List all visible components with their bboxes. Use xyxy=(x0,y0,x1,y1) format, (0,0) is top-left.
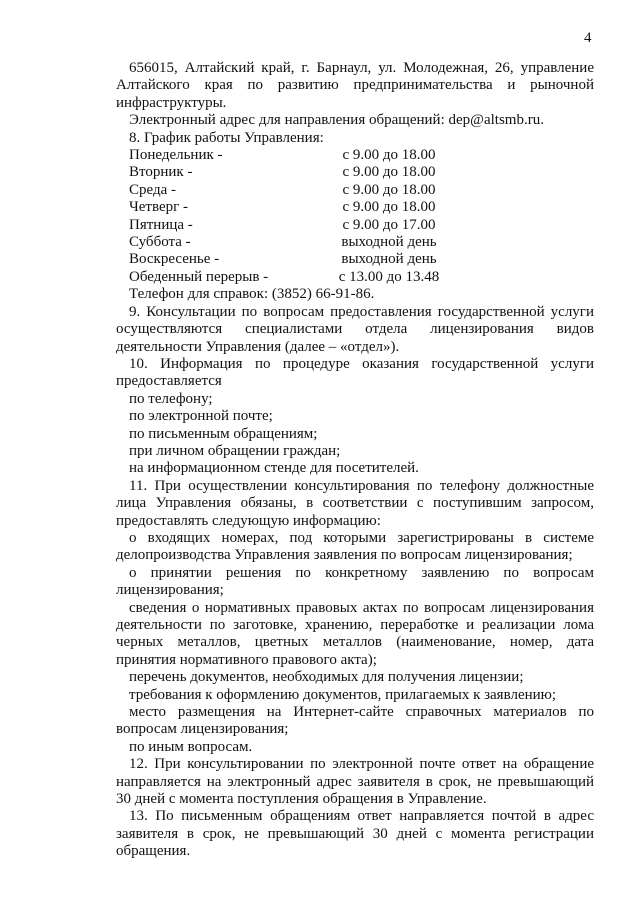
schedule-hours: с 9.00 до 18.00 xyxy=(342,147,436,164)
paragraph: 10. Информация по процедуре оказания государственной услуги предоставляется xyxy=(116,355,594,390)
list-item: при личном обращении граждан; xyxy=(129,442,341,459)
schedule-row xyxy=(129,164,449,181)
schedule-row xyxy=(129,147,449,164)
paragraph: 9. Консультации по вопросам предоставления государственной услуги осуществляются специалистами отдела лицензирования видов деятельности Управления (далее – «отдел»). xyxy=(116,303,594,355)
schedule-day: Воскресенье - xyxy=(129,251,220,268)
schedule-day: Понедельник - xyxy=(129,147,223,164)
list-item: требования к оформлению документов, прилагаемых к заявлению; xyxy=(129,686,557,703)
schedule-row xyxy=(129,199,449,216)
schedule-hours: с 9.00 до 18.00 xyxy=(342,181,436,198)
schedule-row xyxy=(129,182,449,199)
schedule-day: Вторник - xyxy=(129,164,193,181)
paragraph: 656015, Алтайский край, г. Барнаул, ул. Молодежная, 26, управление Алтайского края по развитию предпринимательства и рыночной инфраструктуры. xyxy=(116,60,594,111)
list-item: по письменным обращениям; xyxy=(129,425,318,442)
paragraph: 8. График работы Управления: xyxy=(129,129,324,146)
schedule-row xyxy=(129,269,449,286)
paragraph: Телефон для справок: (3852) 66-91-86. xyxy=(129,286,375,303)
schedule-hours: с 9.00 до 18.00 xyxy=(342,199,436,216)
list-item: по иным вопросам. xyxy=(129,738,253,755)
work-schedule-table xyxy=(129,147,449,286)
body-text xyxy=(116,60,594,861)
paragraph: 13. По письменным обращениям ответ направляется почтой в адрес заявителя в срок, не превышающий 30 дней с момента регистрации обращения. xyxy=(116,808,594,860)
list-item: по электронной почте; xyxy=(129,408,273,425)
schedule-hours: выходной день xyxy=(341,251,437,268)
paragraph: 11. При осуществлении консультирования по телефону должностные лица Управления обязаны, в соответствии с поступившим запросом, предоставлять следующую информацию: xyxy=(116,477,594,529)
schedule-day: Пятница - xyxy=(129,216,193,233)
schedule-row xyxy=(129,217,449,234)
list-item: сведения о нормативных правовых актах по вопросам лицензирования деятельности по заготовке, хранению, переработке и реализации лома черных металлов, цветных металлов (наименование, номер, дата принятия нормативного правового акта); xyxy=(116,599,594,668)
schedule-hours: с 13.00 до 13.48 xyxy=(338,268,440,285)
schedule-day: Среда - xyxy=(129,181,176,198)
schedule-day: Обеденный перерыв - xyxy=(129,268,269,285)
schedule-row xyxy=(129,251,449,268)
paragraph: Электронный адрес для направления обращений: dep@altsmb.ru. xyxy=(129,112,544,129)
list-item: о входящих номерах, под которыми зарегистрированы в системе делопроизводства Управления заявления по вопросам лицензирования; xyxy=(116,529,594,564)
schedule-hours: с 9.00 до 17.00 xyxy=(342,216,436,233)
paragraph: 12. При консультировании по электронной почте ответ на обращение направляется на электронный адрес заявителя в срок, не превышающий 30 дней с момента поступления обращения в Управление. xyxy=(116,756,594,808)
schedule-hours: выходной день xyxy=(341,234,437,251)
schedule-day: Четверг - xyxy=(129,199,189,216)
list-item: о принятии решения по конкретному заявлению по вопросам лицензирования; xyxy=(116,564,594,599)
list-item: по телефону; xyxy=(129,390,213,407)
list-item: перечень документов, необходимых для получения лицензии; xyxy=(129,669,524,686)
schedule-day: Суббота - xyxy=(129,234,191,251)
list-item: место размещения на Интернет-сайте справочных материалов по вопросам лицензирования; xyxy=(116,704,594,738)
schedule-hours: с 9.00 до 18.00 xyxy=(342,164,436,181)
page-number: 4 xyxy=(584,30,592,46)
schedule-row xyxy=(129,234,449,251)
list-item: на информационном стенде для посетителей. xyxy=(129,460,419,477)
